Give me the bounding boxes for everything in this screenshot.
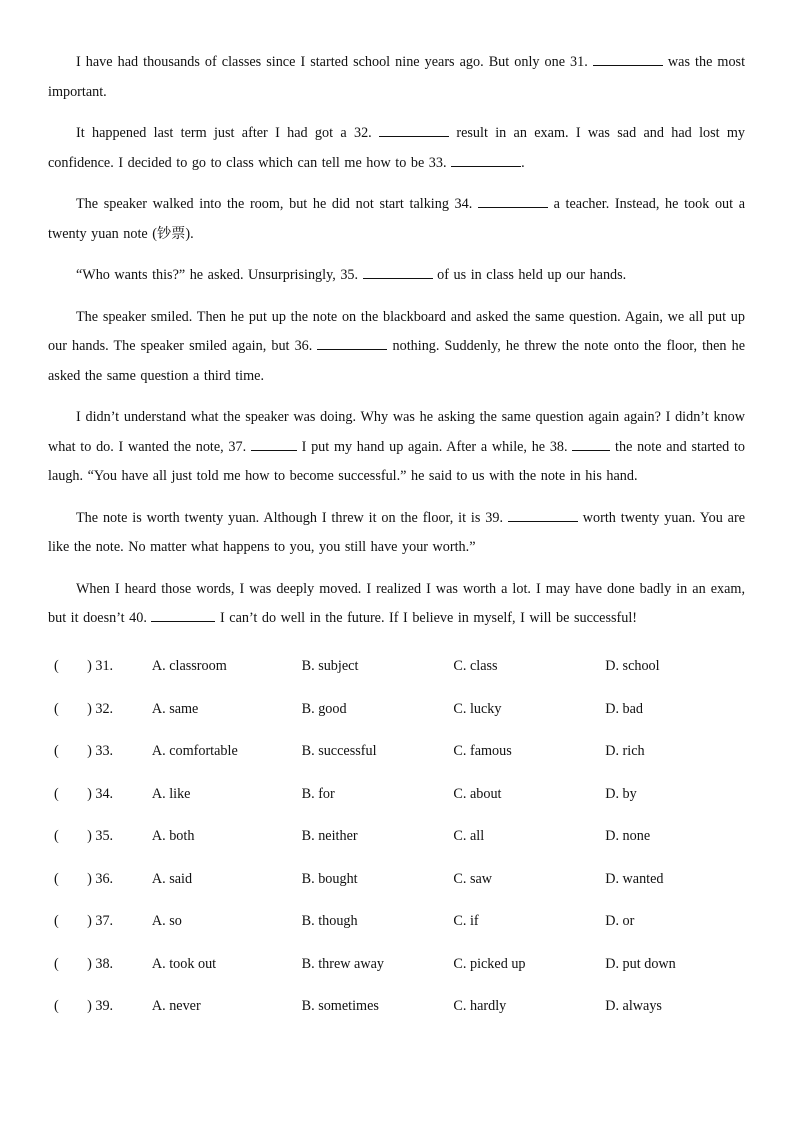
paragraph-text: I have had thousands of classes since I started school nine years ago. But only one 31. xyxy=(76,54,588,70)
option-a: A. said xyxy=(151,870,193,887)
option-c: C. lucky xyxy=(453,700,502,717)
paragraph-text: The speaker walked into the room, but he did not start talking 34. xyxy=(76,196,473,212)
option-d: D. put down xyxy=(605,955,676,972)
question-row-35 xyxy=(48,816,745,859)
paragraph-1 xyxy=(48,48,745,107)
paragraph-text: I put my hand up again. After a while, he 38. xyxy=(301,438,568,455)
cloze-passage xyxy=(48,48,745,634)
option-d: D. rich xyxy=(605,743,645,760)
option-d: D. always xyxy=(605,998,662,1015)
question-number: ( ) 36. xyxy=(54,870,114,887)
option-b: B. neither xyxy=(301,828,358,845)
paragraph-text: a teacher. Instead, he took out a twenty yuan note (钞票). xyxy=(48,196,746,242)
option-b: B. threw away xyxy=(301,955,384,972)
question-number: ( ) 33. xyxy=(54,743,114,760)
question-number: ( ) 35. xyxy=(54,828,114,845)
option-c: C. saw xyxy=(453,870,493,887)
question-number: ( ) 31. xyxy=(54,658,114,675)
question-row-32 xyxy=(48,688,745,731)
question-row-38 xyxy=(48,943,745,986)
paragraph-7 xyxy=(48,504,745,563)
option-b: B. though xyxy=(301,913,358,930)
option-b: B. sometimes xyxy=(301,998,379,1015)
question-row-37 xyxy=(48,901,745,944)
option-c: C. if xyxy=(453,913,479,930)
question-row-34 xyxy=(48,773,745,816)
option-c: C. picked up xyxy=(453,955,526,972)
question-number: ( ) 39. xyxy=(54,998,114,1015)
option-a: A. both xyxy=(151,828,195,845)
option-a: A. comfortable xyxy=(151,743,238,760)
paragraph-3 xyxy=(48,190,745,249)
paragraph-text: It happened last term just after I had got a 32. xyxy=(76,125,372,141)
paragraph-text: “Who wants this?” he asked. Unsurprisingly, 35. xyxy=(76,267,359,283)
answer-blank-31 xyxy=(593,50,663,66)
answer-blank-36 xyxy=(317,334,387,350)
answer-blank-38 xyxy=(572,435,610,451)
paragraph-text: result in an exam. I was sad and had lost my confidence. I decided to go to class which can tell me how to be 33. xyxy=(48,125,746,171)
answer-blank-40 xyxy=(151,606,215,622)
paragraph-4 xyxy=(48,261,745,291)
option-c: C. all xyxy=(453,828,485,845)
question-number: ( ) 37. xyxy=(54,913,114,930)
question-row-39 xyxy=(48,986,745,1029)
option-d: D. school xyxy=(605,658,660,675)
option-a: A. same xyxy=(151,700,199,717)
paragraph-text: I can’t do well in the future. If I believe in myself, I will be successful! xyxy=(220,610,637,626)
option-d: D. bad xyxy=(605,700,644,717)
answer-blank-39 xyxy=(508,506,578,522)
option-c: C. about xyxy=(453,785,502,802)
option-b: B. subject xyxy=(301,658,359,675)
option-d: D. or xyxy=(605,913,635,930)
paragraph-text: of us in class held up our hands. xyxy=(437,267,627,283)
answer-blank-33 xyxy=(451,151,521,167)
option-b: B. successful xyxy=(301,743,377,760)
answer-blank-34 xyxy=(478,192,548,208)
answer-blank-32 xyxy=(379,121,449,137)
answer-blank-35 xyxy=(363,263,433,279)
option-b: B. good xyxy=(301,700,347,717)
paragraph-8 xyxy=(48,575,745,634)
question-row-36 xyxy=(48,858,745,901)
question-number: ( ) 34. xyxy=(54,785,114,802)
option-d: D. none xyxy=(605,828,651,845)
question-list xyxy=(48,646,745,1029)
option-c: C. famous xyxy=(453,743,512,760)
option-a: A. never xyxy=(151,998,201,1015)
paragraph-text: was the most important. xyxy=(48,54,746,100)
question-number: ( ) 38. xyxy=(54,955,114,972)
option-a: A. took out xyxy=(151,955,217,972)
option-a: A. so xyxy=(151,913,182,930)
option-c: C. hardly xyxy=(453,998,507,1015)
paragraph-2 xyxy=(48,119,745,178)
option-b: B. bought xyxy=(301,870,358,887)
option-c: C. class xyxy=(453,658,498,675)
paragraph-text: The speaker smiled. Then he put up the note on the blackboard and asked the same question. Again, we all put up our hands. The speaker smiled again, but 36. xyxy=(48,308,745,354)
option-a: A. classroom xyxy=(151,658,227,675)
paragraph-text: nothing. Suddenly, he threw the note onto the floor, then he asked the same question a third time. xyxy=(48,338,746,384)
paragraph-text: I didn’t understand what the speaker was doing. Why was he asking the same question again again? I didn’t know what to do. I wanted the note, 37. xyxy=(48,409,745,455)
question-row-31 xyxy=(48,646,745,689)
option-d: D. by xyxy=(605,785,637,802)
question-number: ( ) 32. xyxy=(54,700,114,717)
exam-page xyxy=(48,48,745,1028)
option-d: D. wanted xyxy=(605,870,664,887)
paragraph-text: the note and started to laugh. “You have all just told me how to become successful.” he said to us with the note in his hand. xyxy=(48,438,746,484)
paragraph-text: When I heard those words, I was deeply moved. I realized I was worth a lot. I may have done badly in an exam, but it doesn’t 40. xyxy=(48,580,745,626)
paragraph-text: The note is worth twenty yuan. Although I threw it on the floor, it is 39. xyxy=(76,509,504,526)
question-row-33 xyxy=(48,731,745,774)
option-a: A. like xyxy=(151,785,191,802)
paragraph-6 xyxy=(48,403,745,492)
paragraph-5 xyxy=(48,303,745,392)
answer-blank-37 xyxy=(251,435,297,451)
paragraph-text: . xyxy=(521,154,525,171)
paragraph-text: worth twenty yuan. You are like the note. No matter what happens to you, you still have your worth.” xyxy=(48,509,745,555)
option-b: B. for xyxy=(301,785,335,802)
